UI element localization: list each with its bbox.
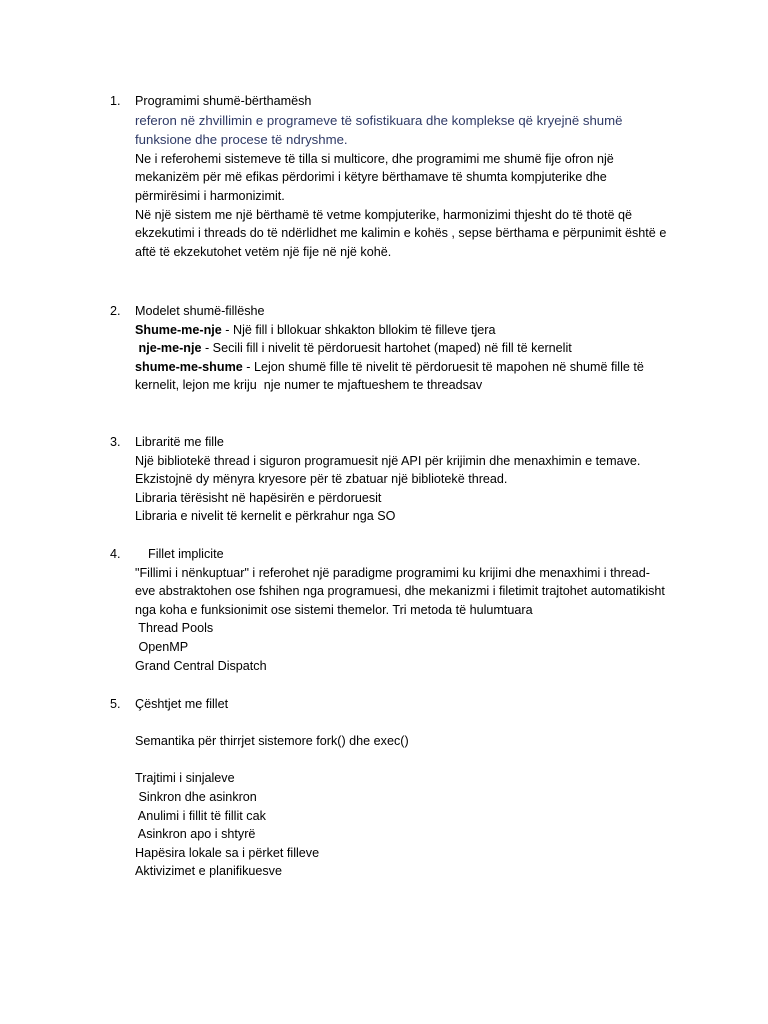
paragraph-line: "Fillimi i nënkuptuar" i referohet një paradigme programimi ku krijimi dhe menaxhimi i thread- — [135, 565, 650, 580]
section-title: Çështjet me fillet — [135, 697, 229, 711]
section-subtitle-line: referon në zhvillimin e programeve të sofistikuara dhe komplekse që kryejnë shumë — [135, 112, 623, 128]
list-item: Trajtimi i sinjaleve — [135, 771, 235, 786]
model-term: nje-me-nje — [138, 341, 202, 356]
section-number: 5. — [110, 697, 121, 711]
list-item: Aktivizimet e planifikuesve — [135, 864, 282, 879]
model-line — [135, 358, 690, 377]
model-term: shume-me-shume — [135, 359, 243, 374]
paragraph-line: Semantika për thirrjet sistemore fork() dhe exec() — [135, 734, 409, 749]
section-title: Programimi shumë-bërthamësh — [135, 94, 312, 108]
spacer — [135, 714, 690, 733]
paragraph-line: ekzekutimi i threads do të ndërlidhet me kalimin e kohës , sepse bërthama e përpunimit është e — [135, 226, 667, 241]
paragraph-line: Në një sistem me një bërthamë të vetme kompjuterike, harmonizimi thjesht do të thotë që — [135, 207, 632, 222]
list-item: Hapësira lokale sa i përket filleve — [135, 845, 320, 860]
section-body — [135, 695, 690, 881]
section-subtitle-line: funksione dhe procese të ndryshme. — [135, 132, 348, 148]
section-title: Fillet implicite — [148, 547, 224, 561]
paragraph-line: Libraria tërësisht në hapësirën e përdoruesit — [135, 490, 382, 505]
paragraph-line: kernelit, lejon me kriju nje numer te mjaftueshem te threadsav — [135, 378, 483, 393]
model-line — [135, 339, 690, 358]
paragraph-line: aftë të ekzekutohet vetëm një fije në një kohë. — [135, 244, 392, 259]
model-description: - Një fill i bllokuar shkakton bllokim të filleve tjera — [221, 322, 496, 337]
model-description: - Lejon shumë fille të nivelit të përdoruesit të mapohen në shumë fille të — [242, 359, 644, 374]
paragraph-line: eve abstraktohen ose fshihen nga programuesi, dhe mekanizmi i filetimit trajtohet automatikisht — [135, 584, 665, 599]
paragraph-line: Ekzistojnë dy mënyra kryesore për të zbatuar një bibliotekë thread. — [135, 472, 508, 487]
section-body — [135, 545, 690, 675]
paragraph-line: Libraria e nivelit të kernelit e përkrahur nga SO — [135, 509, 396, 524]
section-title: Modelet shumë-fillëshe — [135, 304, 265, 318]
paragraph-line: përmirësimi i harmonizimit. — [135, 188, 285, 203]
model-description: - Secili fill i nivelit të përdoruesit hartohet (maped) në fill të kernelit — [201, 341, 572, 356]
section-body — [135, 433, 690, 526]
model-line — [135, 321, 690, 340]
paragraph-line: Ne i referohemi sistemeve të tilla si multicore, dhe programimi me shumë fije ofron një — [135, 151, 614, 166]
section-body — [135, 92, 690, 261]
spacer — [135, 751, 690, 770]
paragraph-line: mekanizëm për më efikas përdorimi i këtyre bërthamave të shumta kompjuterike dhe — [135, 170, 607, 185]
paragraph-line: Një bibliotekë thread i siguron programuesit një API për krijimin dhe menaxhimin e temave. — [135, 453, 641, 468]
section-body — [135, 302, 690, 395]
list-item: OpenMP — [135, 639, 189, 654]
section-number: 2. — [110, 304, 121, 318]
paragraph-line: nga koha e funksionimit ose sistemi themelor. Tri metoda të hulumtuara — [135, 602, 533, 617]
section-number: 1. — [110, 94, 121, 108]
list-item: Sinkron dhe asinkron — [135, 789, 257, 804]
section-number: 3. — [110, 435, 121, 449]
list-item: Asinkron apo i shtyrë — [135, 827, 256, 842]
model-term: Shume-me-nje — [135, 322, 222, 337]
section-title: Libraritë me fille — [135, 435, 224, 449]
section-number: 4. — [110, 547, 121, 561]
list-item: Anulimi i fillit të fillit cak — [135, 808, 266, 823]
list-item: Thread Pools — [135, 621, 214, 636]
list-item: Grand Central Dispatch — [135, 658, 267, 673]
